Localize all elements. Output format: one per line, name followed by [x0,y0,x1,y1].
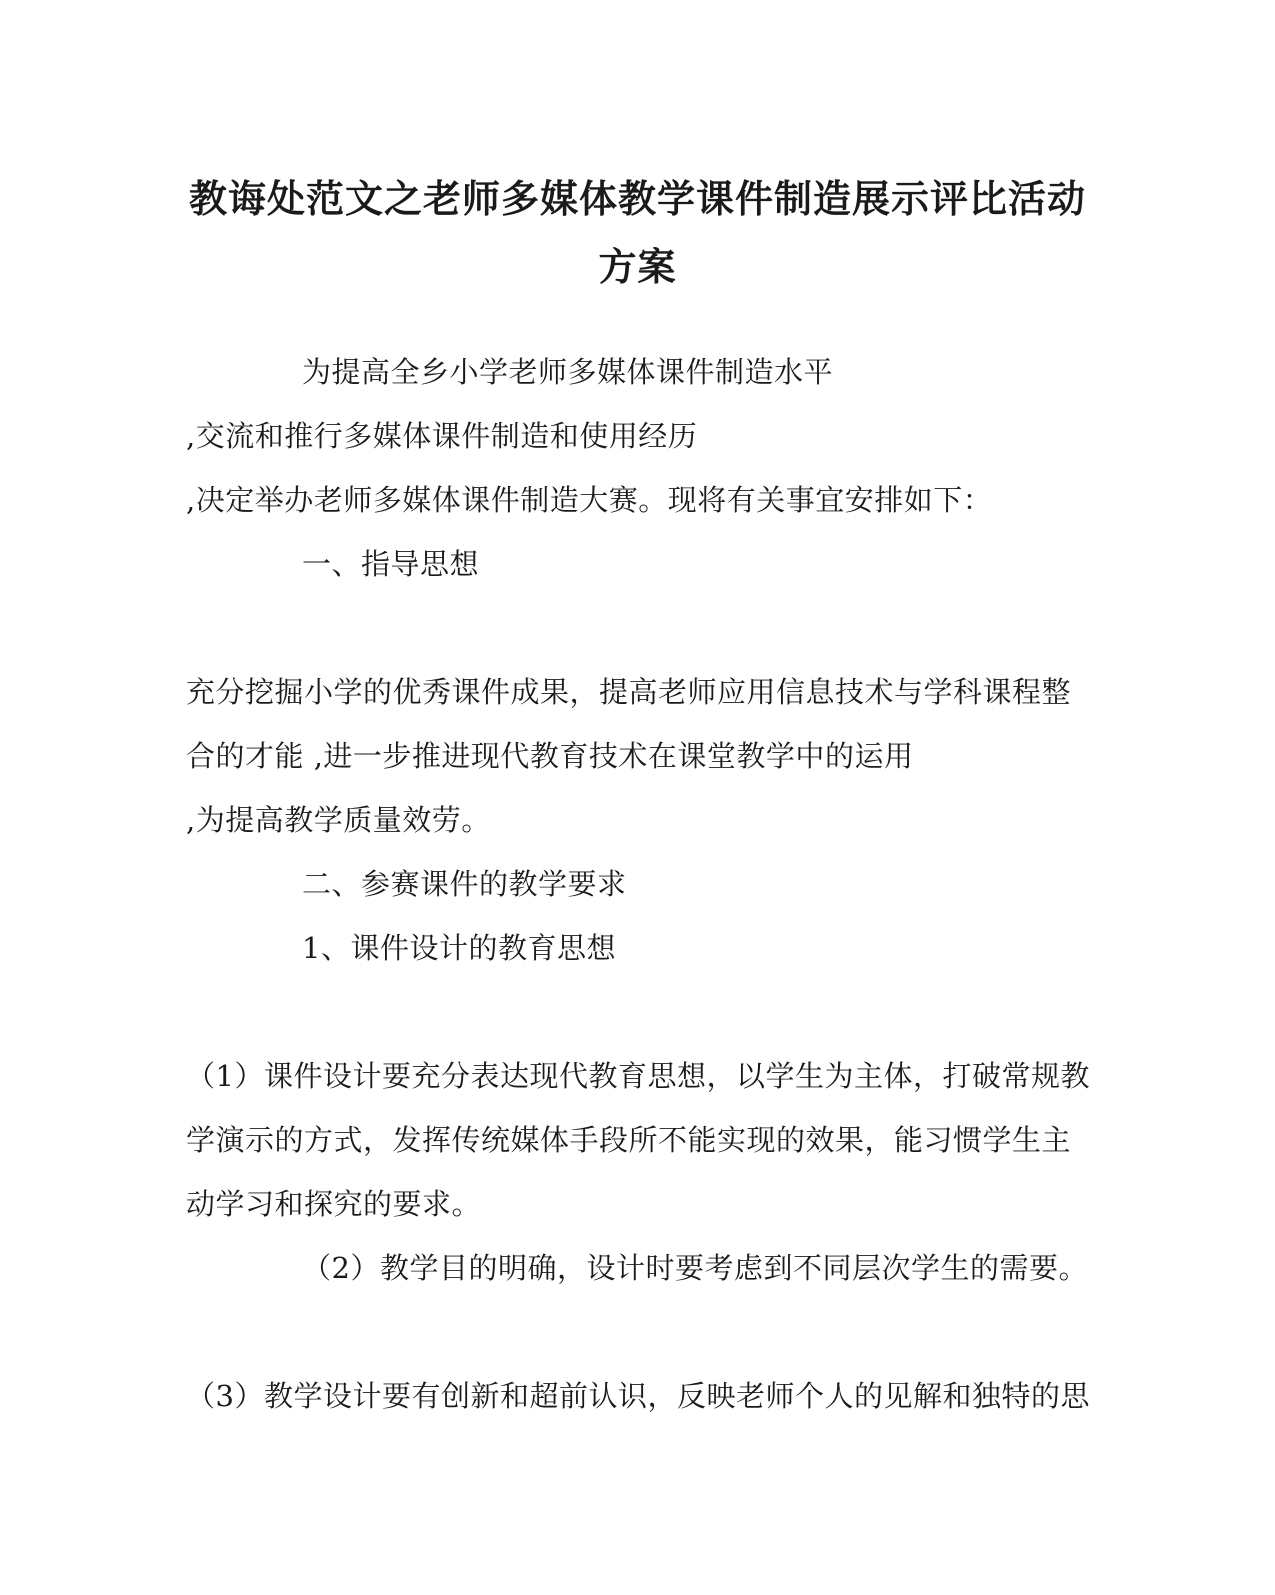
body-line-12: 动学习和探究的要求。 [186,1187,482,1221]
document-title-line-2: 方案 [598,245,677,289]
body-line-1: 为提高全乡小学老师多媒体课件制造水平 [302,355,834,389]
section-heading-1: 一、指导思想 [302,547,480,581]
section-heading-2: 二、参赛课件的教学要求 [302,867,627,901]
document-title-line-1: 教诲处范文之老师多媒体教学课件制造展示评比活动 [188,177,1086,221]
body-line-5: 充分挖掘小学的优秀课件成果，提高老师应用信息技术与学科课程整 [186,675,1072,709]
subsection-heading-1: 1、课件设计的教育思想 [302,931,616,965]
body-line-7: ,为提高教学质量效劳。 [186,803,491,837]
body-line-14: （3）教学设计要有创新和超前认识，反映老师个人的见解和独特的思 [186,1379,1090,1413]
body-line-2: ,交流和推行多媒体课件制造和使用经历 [186,419,698,453]
body-line-11: 学演示的方式，发挥传统媒体手段所不能实现的效果，能习惯学生主 [186,1123,1072,1157]
body-line-13: （2）教学目的明确，设计时要考虑到不同层次学生的需要。 [302,1251,1088,1285]
body-line-3: ,决定举办老师多媒体课件制造大赛。现将有关事宜安排如下： [186,483,993,517]
body-line-10: （1）课件设计要充分表达现代教育思想，以学生为主体，打破常规教 [186,1059,1090,1093]
body-line-6: 合的才能 ,进一步推进现代教育技术在课堂教学中的运用 [186,739,914,773]
